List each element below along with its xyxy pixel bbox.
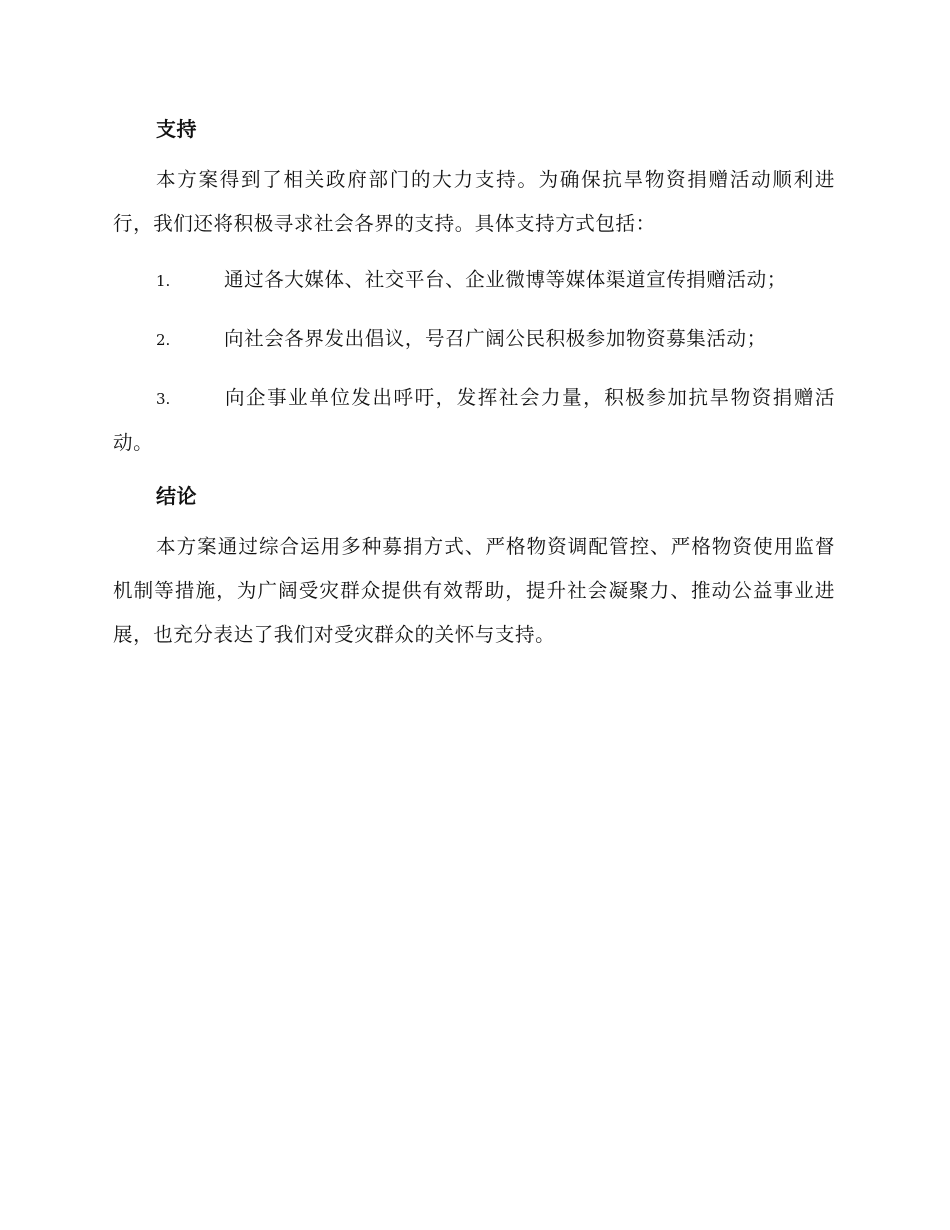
list-item-number: 3. [156,390,171,408]
list-item [113,258,835,303]
section-heading-support: 支持 [156,117,197,141]
list-item-text: 向社会各界发出倡议，号召广阔公民积极参加物资募集活动； [224,327,767,350]
document-content [113,112,835,669]
section-heading-conclusion: 结论 [156,484,197,508]
list-item [113,317,835,362]
list-item [113,376,835,465]
list-item-text: 通过各大媒体、社交平台、企业微博等媒体渠道宣传捐赠活动； [224,268,787,291]
list-item-number: 2. [156,331,171,349]
conclusion-paragraph: 本方案通过综合运用多种募捐方式、严格物资调配管控、严格物资使用监督机制等措施，为广阔受灾群众提供有效帮助，提升社会凝聚力、推动公益事业进展，也充分表达了我们对受灾群众的关怀与支持。 [113,535,835,646]
list-item-number: 1. [156,272,171,290]
support-intro-paragraph: 本方案得到了相关政府部门的大力支持。为确保抗旱物资捐赠活动顺利进行，我们还将积极寻求社会各界的支持。具体支持方式包括： [113,168,835,235]
list-item-text: 向企事业单位发出呼吁，发挥社会力量，积极参加抗旱物资捐赠活动。 [113,386,835,454]
support-method-list [113,258,835,465]
